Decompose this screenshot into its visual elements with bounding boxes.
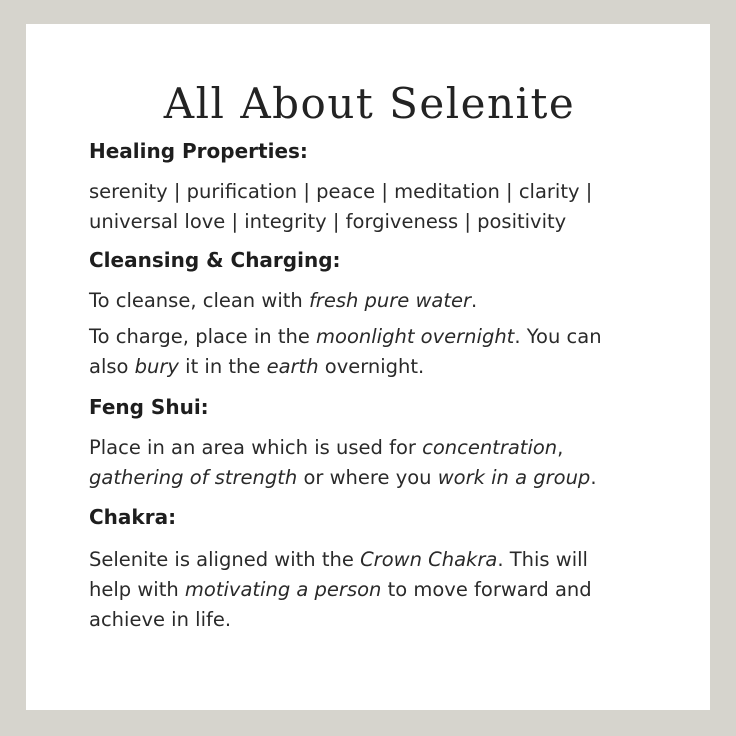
cleansing-charging-heading: Cleansing & Charging: bbox=[89, 248, 341, 272]
feng-shui-emphasis: gathering of strength bbox=[89, 466, 298, 489]
cleansing-text bbox=[89, 286, 650, 316]
page-title: All About Selenite bbox=[163, 79, 576, 128]
charging-text-part: overnight. bbox=[318, 355, 425, 378]
charging-text-part: also bbox=[89, 355, 135, 378]
chakra-text-part: Selenite is aligned with the bbox=[89, 548, 361, 571]
info-card bbox=[26, 24, 710, 710]
charging-text-part: . You can bbox=[514, 325, 602, 348]
cleansing-text-part: . bbox=[471, 289, 478, 312]
chakra-text-part: to move forward and bbox=[381, 578, 592, 601]
chakra-emphasis: Crown Chakra bbox=[360, 548, 498, 571]
charging-emphasis: earth bbox=[266, 355, 319, 378]
chakra-text-part: . This will bbox=[497, 548, 588, 571]
cleansing-text-part: To cleanse, clean with bbox=[89, 289, 309, 312]
chakra-emphasis: motivating a person bbox=[184, 578, 382, 601]
healing-line-1: serenity | purification | peace | meditation | clarity | bbox=[89, 180, 593, 203]
charging-text-part: To charge, place in the bbox=[89, 325, 317, 348]
charging-emphasis: moonlight overnight bbox=[316, 325, 515, 348]
feng-shui-text bbox=[89, 433, 650, 493]
chakra-text-part: achieve in life. bbox=[89, 608, 232, 631]
chakra-text-part: help with bbox=[89, 578, 185, 601]
healing-properties-heading: Healing Properties: bbox=[89, 139, 308, 163]
cleansing-emphasis: fresh pure water bbox=[308, 289, 472, 312]
charging-text bbox=[89, 322, 650, 382]
chakra-heading: Chakra: bbox=[89, 505, 177, 529]
chakra-text bbox=[89, 545, 650, 635]
healing-line-2: universal love | integrity | forgiveness | positivity bbox=[89, 210, 567, 233]
feng-shui-text-part: Place in an area which is used for bbox=[89, 436, 423, 459]
charging-emphasis: bury bbox=[134, 355, 179, 378]
feng-shui-text-part: , bbox=[557, 436, 564, 459]
feng-shui-emphasis: concentration bbox=[422, 436, 558, 459]
feng-shui-emphasis: work in a group bbox=[437, 466, 591, 489]
feng-shui-text-part: . bbox=[590, 466, 597, 489]
healing-properties-text bbox=[89, 177, 650, 237]
charging-text-part: it in the bbox=[178, 355, 267, 378]
feng-shui-text-part: or where you bbox=[297, 466, 438, 489]
feng-shui-heading: Feng Shui: bbox=[89, 395, 209, 419]
